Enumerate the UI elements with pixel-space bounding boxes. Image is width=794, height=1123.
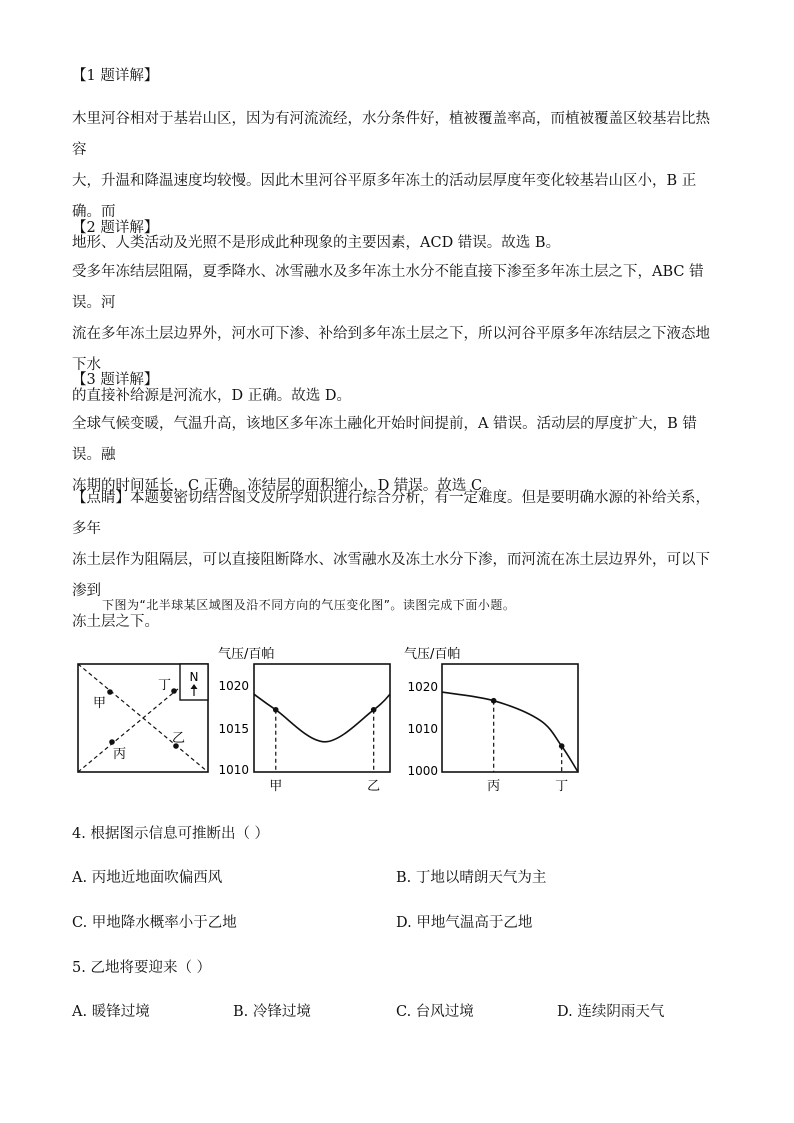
map-label-bing: 丙 bbox=[113, 747, 127, 762]
chart1-ytick: 1010 bbox=[218, 763, 249, 777]
chart2-pressure-curve bbox=[442, 692, 578, 772]
section-2-line: 的直接补给源是河流水，D 正确。故选 D。 bbox=[72, 388, 351, 404]
chart2-frame bbox=[442, 664, 578, 772]
chart2-ylabel: 气压/百帕 bbox=[404, 647, 461, 662]
chart1-xlabel-yi: 乙 bbox=[367, 779, 381, 794]
question-5-option-b[interactable]: B. 冷锋过境 bbox=[233, 1004, 311, 1020]
chart1-point-jia bbox=[273, 707, 279, 713]
section-3-line: 全球气候变暖，气温升高，该地区多年冻土融化开始时间提前，A 错误。活动层的厚度扩大，B 错误。融 bbox=[72, 416, 697, 463]
region-map bbox=[78, 664, 208, 772]
dianjing-line: 冻土层之下。 bbox=[72, 614, 159, 630]
question-5-stem: 5. 乙地将要迎来（ ） bbox=[72, 960, 212, 976]
section-3-line: 冻期的时间延长，C 正确。冻结层的面积缩小，D 错误。故选 C。 bbox=[72, 478, 497, 494]
map-label-ding: 丁 bbox=[158, 678, 172, 693]
question-4-option-b[interactable]: B. 丁地以晴朗天气为主 bbox=[396, 870, 547, 886]
question-4-option-a[interactable]: A. 丙地近地面吹偏西风 bbox=[72, 870, 223, 886]
map-label-jia: 甲 bbox=[93, 696, 107, 711]
chart2-xlabel-bing: 丙 bbox=[487, 779, 501, 794]
chart1-point-yi bbox=[371, 707, 377, 713]
map-label-yi: 乙 bbox=[172, 731, 186, 746]
dianjing-note bbox=[72, 483, 722, 638]
chart1-frame bbox=[254, 664, 390, 772]
chart1-ylabel: 气压/百帕 bbox=[218, 647, 275, 662]
map-point-ding bbox=[171, 688, 177, 694]
chart2-ytick: 1010 bbox=[407, 722, 438, 736]
section-1-line: 木里河谷相对于基岩山区，因为有河流流经，水分条件好，植被覆盖率高，而植被覆盖区较基岩比热容 bbox=[72, 111, 710, 158]
chart1-pressure-curve bbox=[254, 694, 390, 742]
dianjing-line: 冻土层作为阻隔层，可以直接阻断降水、冰雪融水及冻土水分下渗，而河流在冻土层边界外，可以下渗到 bbox=[72, 552, 710, 599]
question-4-option-c[interactable]: C. 甲地降水概率小于乙地 bbox=[72, 915, 237, 931]
chart2-point-ding bbox=[559, 743, 565, 749]
chart1-ytick: 1020 bbox=[218, 679, 249, 693]
chart2-xlabel-ding: 丁 bbox=[555, 779, 569, 794]
question-5-option-a[interactable]: A. 暖锋过境 bbox=[72, 1004, 150, 1020]
dianjing-line: 【点睛】本题要密切结合图文及所学知识进行综合分析，有一定难度。但是要明确水源的补给关系，多年 bbox=[72, 490, 710, 537]
section-2-body bbox=[72, 257, 722, 412]
section-1-line: 大，升温和降温速度均较慢。因此木里河谷平原多年冻土的活动层厚度年变化较基岩山区小，B 正确。而 bbox=[72, 173, 697, 220]
section-1-body bbox=[72, 104, 722, 259]
chart2-point-bing bbox=[491, 698, 497, 704]
question-5-option-c[interactable]: C. 台风过境 bbox=[396, 1004, 474, 1020]
question-4-stem: 4. 根据图示信息可推断出（ ） bbox=[72, 826, 270, 842]
question-4-option-d[interactable]: D. 甲地气温高于乙地 bbox=[396, 915, 533, 931]
section-2-line: 流在多年冻土层边界外，河水可下渗、补给到多年冻土层之下，所以河谷平原多年冻结层之下液态地下水 bbox=[72, 326, 710, 373]
figure bbox=[0, 632, 794, 832]
section-2-header: 【2 题详解】 bbox=[72, 220, 159, 236]
question-5-option-d[interactable]: D. 连续阴雨天气 bbox=[557, 1004, 665, 1020]
chart2-ytick: 1000 bbox=[407, 764, 438, 778]
chart2-ytick: 1020 bbox=[407, 680, 438, 694]
section-1-header: 【1 题详解】 bbox=[72, 68, 159, 84]
pressure-chart-jia-yi bbox=[218, 646, 390, 794]
section-3-header: 【3 题详解】 bbox=[72, 372, 159, 388]
chart1-xlabel-jia: 甲 bbox=[269, 779, 283, 794]
figure-intro: 下图为“北半球某区域图及沿不同方向的气压变化图”。读图完成下面小题。 bbox=[102, 598, 516, 612]
map-point-jia bbox=[107, 689, 113, 695]
north-label: N bbox=[189, 670, 199, 684]
chart1-ytick: 1015 bbox=[218, 722, 249, 736]
pressure-chart-bing-ding bbox=[404, 646, 578, 794]
section-2-line: 受多年冻结层阻隔，夏季降水、冰雪融水及多年冻土水分不能直接下渗至多年冻土层之下，ABC 错误。河 bbox=[72, 264, 704, 311]
section-1-line: 地形、人类活动及光照不是形成此种现象的主要因素，ACD 错误。故选 B。 bbox=[72, 235, 561, 251]
map-point-bing bbox=[109, 739, 115, 745]
